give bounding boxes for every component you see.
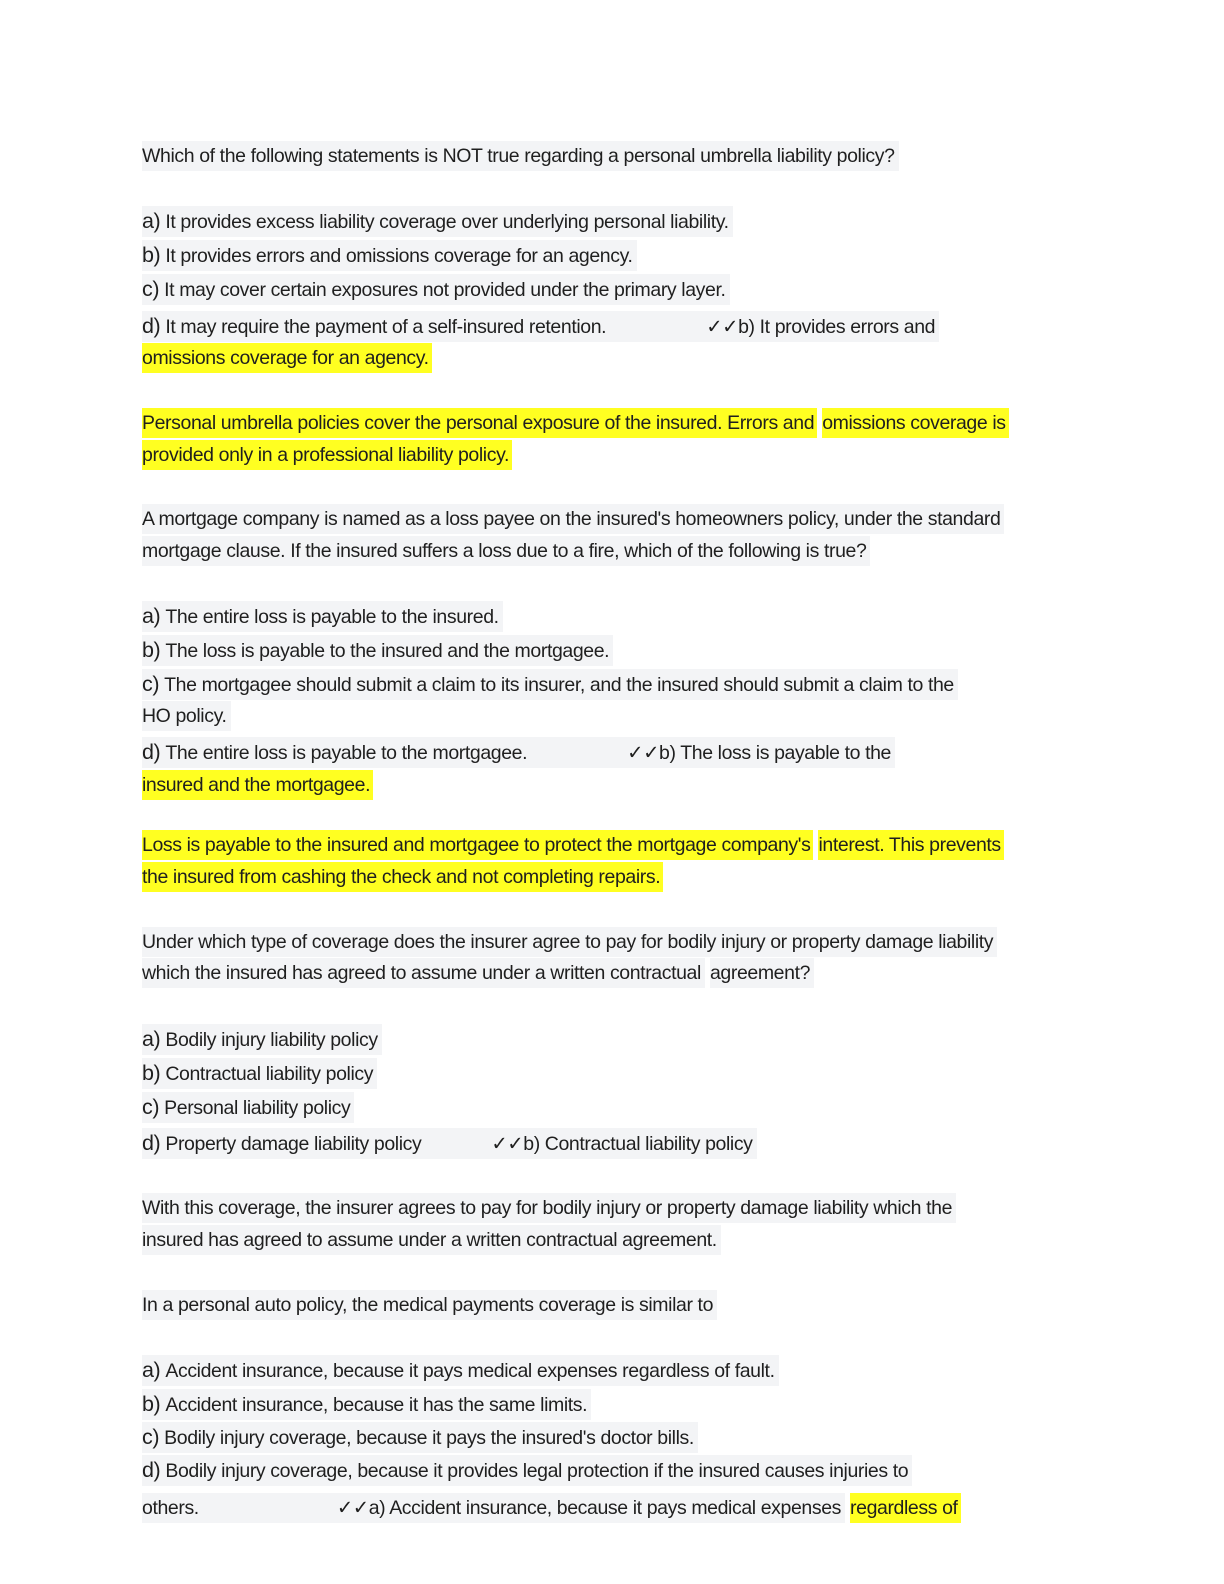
q3-option-b[interactable]: b) Contractual liability policy bbox=[142, 1058, 377, 1089]
q1-option-c[interactable]: c) It may cover certain exposures not provided under the primary layer. bbox=[142, 274, 730, 305]
q4-option-d-continued: others. ✓✓a) Accident insurance, because it pays medical expenses regardless of bbox=[142, 1493, 961, 1523]
q4-option-a[interactable]: a) Accident insurance, because it pays medical expenses regardless of fault. bbox=[142, 1355, 779, 1386]
option-letter: b) bbox=[142, 1392, 161, 1416]
q3-option-d[interactable]: d) Property damage liability policy ✓✓b) Contractual liability policy bbox=[142, 1128, 757, 1159]
answer-checkmark: ✓✓ bbox=[627, 742, 660, 764]
q1-option-a[interactable]: a) It provides excess liability coverage over underlying personal liability. bbox=[142, 206, 733, 237]
q2-explanation-line-2: the insured from cashing the check and not completing repairs. bbox=[142, 862, 663, 892]
q3-option-c[interactable]: c) Personal liability policy bbox=[142, 1092, 354, 1123]
option-letter: c) bbox=[142, 1095, 160, 1119]
option-letter: b) bbox=[142, 638, 161, 662]
answer-text: b) It provides errors and bbox=[738, 316, 936, 338]
question-2-line-1: A mortgage company is named as a loss payee on the insured's homeowners policy, under the standard bbox=[142, 504, 1004, 534]
question-4-text: In a personal auto policy, the medical payments coverage is similar to bbox=[142, 1290, 717, 1320]
q2-option-d[interactable]: d) The entire loss is payable to the mortgagee. ✓✓b) The loss is payable to the bbox=[142, 737, 895, 768]
option-letter: a) bbox=[142, 604, 161, 628]
q3-option-a[interactable]: a) Bodily injury liability policy bbox=[142, 1024, 382, 1055]
question-3-line-1: Under which type of coverage does the insurer agree to pay for bodily injury or property damage liability bbox=[142, 927, 997, 957]
option-letter: d) bbox=[142, 1458, 161, 1482]
answer-checkmark: ✓✓ bbox=[491, 1133, 524, 1155]
q2-option-c-continued: HO policy. bbox=[142, 701, 231, 731]
answer-text: b) Contractual liability policy bbox=[523, 1133, 753, 1155]
q1-explanation-line-1: Personal umbrella policies cover the personal exposure of the insured. Errors and omissions coverage is bbox=[142, 408, 1009, 438]
answer-text: b) The loss is payable to the bbox=[659, 742, 891, 764]
answer-checkmark: ✓✓ bbox=[336, 1497, 369, 1519]
question-2-line-2: mortgage clause. If the insured suffers a loss due to a fire, which of the following is true? bbox=[142, 536, 870, 566]
answer-checkmark: ✓✓ bbox=[706, 316, 739, 338]
q4-option-d[interactable]: d) Bodily injury coverage, because it provides legal protection if the insured causes injuries to bbox=[142, 1455, 912, 1486]
q2-option-b[interactable]: b) The loss is payable to the insured and the mortgagee. bbox=[142, 635, 613, 666]
option-letter: a) bbox=[142, 1358, 161, 1382]
option-letter: c) bbox=[142, 1425, 160, 1449]
option-letter: b) bbox=[142, 243, 161, 267]
option-letter: b) bbox=[142, 1061, 161, 1085]
q4-option-b[interactable]: b) Accident insurance, because it has the same limits. bbox=[142, 1389, 591, 1420]
q2-explanation-line-1: Loss is payable to the insured and mortgagee to protect the mortgage company's interest. This prevents bbox=[142, 830, 1004, 860]
option-letter: c) bbox=[142, 277, 160, 301]
q2-option-a[interactable]: a) The entire loss is payable to the insured. bbox=[142, 601, 503, 632]
q4-option-c[interactable]: c) Bodily injury coverage, because it pays the insured's doctor bills. bbox=[142, 1422, 698, 1453]
q2-option-c[interactable]: c) The mortgagee should submit a claim to its insurer, and the insured should submit a claim to the bbox=[142, 669, 958, 700]
option-letter: c) bbox=[142, 672, 160, 696]
option-letter: d) bbox=[142, 740, 161, 764]
q1-option-b[interactable]: b) It provides errors and omissions coverage for an agency. bbox=[142, 240, 637, 271]
question-3-line-2: which the insured has agreed to assume under a written contractual agreement? bbox=[142, 958, 814, 988]
q1-option-d[interactable]: d) It may require the payment of a self-insured retention. ✓✓b) It provides errors and bbox=[142, 311, 939, 342]
option-letter: a) bbox=[142, 209, 161, 233]
q1-explanation-line-2: provided only in a professional liability policy. bbox=[142, 440, 512, 470]
q1-answer-continued: omissions coverage for an agency. bbox=[142, 343, 432, 373]
question-1-text: Which of the following statements is NOT true regarding a personal umbrella liability policy? bbox=[142, 141, 899, 171]
q2-answer-continued: insured and the mortgagee. bbox=[142, 770, 373, 800]
answer-text: a) Accident insurance, because it pays medical expenses bbox=[368, 1497, 841, 1519]
option-letter: d) bbox=[142, 1131, 161, 1155]
option-letter: d) bbox=[142, 314, 161, 338]
answer-highlight: regardless of bbox=[850, 1493, 961, 1523]
q3-explanation-line-1: With this coverage, the insurer agrees to pay for bodily injury or property damage liability which the bbox=[142, 1193, 956, 1223]
q3-explanation-line-2: insured has agreed to assume under a written contractual agreement. bbox=[142, 1225, 721, 1255]
option-letter: a) bbox=[142, 1027, 161, 1051]
